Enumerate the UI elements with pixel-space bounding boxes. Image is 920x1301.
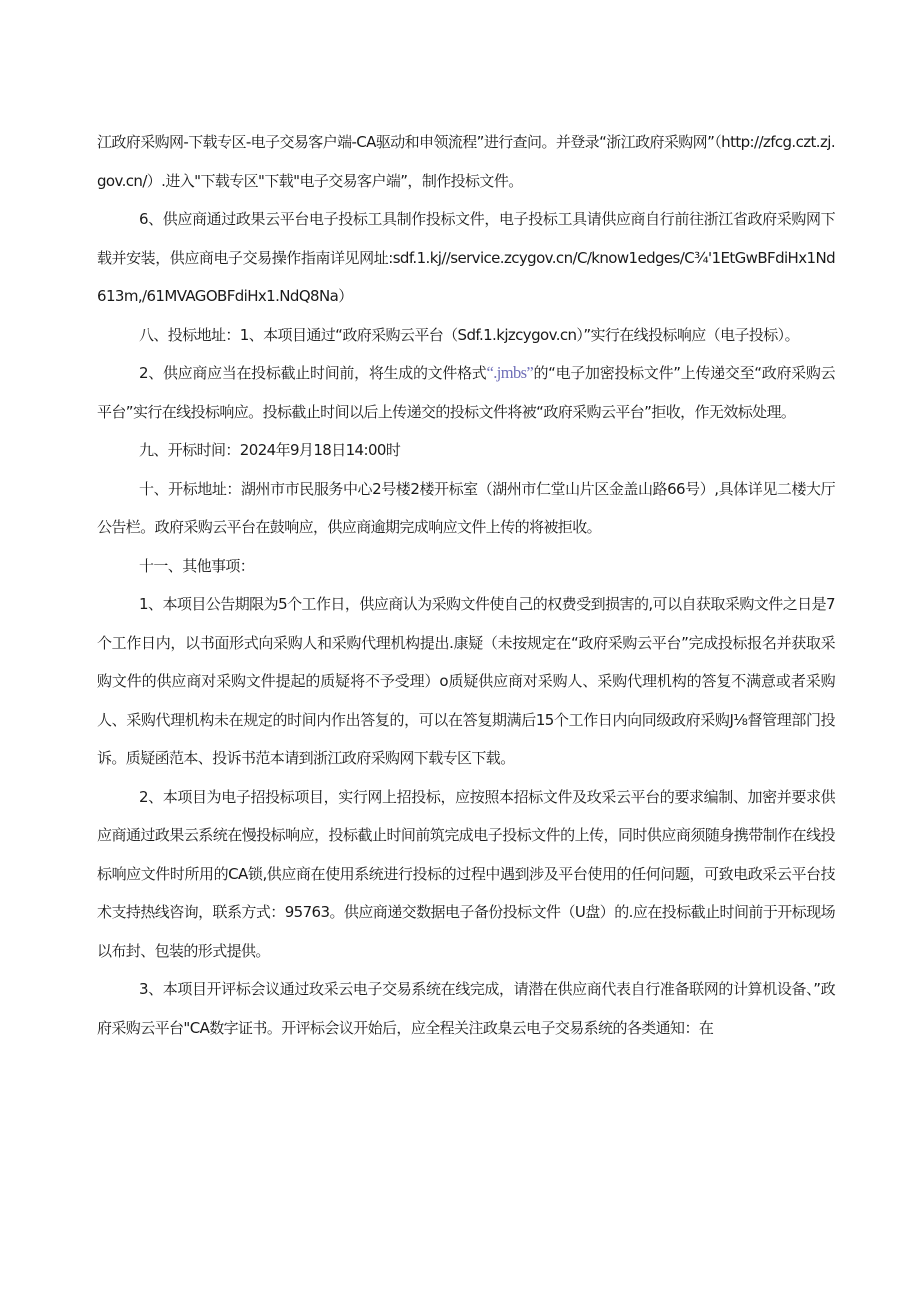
paragraph-11-1-announcement-period: 1、本项目公告期限为5个工作日，供应商认为采购文件使自己的权费受到损害的,可以自获取采购文件之日是7个工作日内，以书面形式向采购人和采购代理机构提出.康疑（未按规定在“政府采购云平台”完成投标报名并获取采购文件的供应商对采购文件提起的质疑将不予受理）o质疑供应商对采购人、采购代理机构的答复不满意或者采购人、采购代理机构未在规定的时间内作出答复的，可以在答复期满后15个工作日内向同级政府采购J⅛督管理部门投诉。质疑函范本、投诉书范本请到浙江政府采购网下载专区下载。 — [97, 595, 835, 767]
file-format-highlight: “.jmbs” — [486, 363, 534, 382]
paragraph-11-3-evaluation-meeting: 3、本项目开评标会议通过玫采云电子交易系统在线完成，请潜在供应商代表自行准备联网的计算机设备、”政府采购云平台"CA数字证书。开评标会议开始后，应全程关注政臬云电子交易系统的各类通知：在 — [97, 980, 835, 1037]
paragraph-11-other-matters-heading: 十一、其他事项： — [139, 556, 255, 575]
paragraph-10-opening-address: 十、开标地址：湖州市市民服务中心2号楼2楼开标室（湖州市仁堂山片区金盖山路66号）,具体详见二楼大厅公告栏。政府采购云平台在鼓响应，供应商逾期完成响应文件上传的将被拒收。 — [97, 479, 835, 536]
paragraph-ca-driver-instructions: 江政府采购网-下载专区-电子交易客户端-CA驱动和申领流程”进行查问。并登录“浙江政府采购网”（http://zfcg.czt.zj.gov.cn/）.进入"下载专区"下载"电子交易客户端”，制作投标文件。 — [97, 133, 835, 190]
paragraph-8-2-upload — [97, 354, 835, 431]
paragraph-6-bidding-tool: 6、供应商通过政果云平台电子投标工具制作投标文件，电子投标工具请供应商自行前往浙江省政府采购网下载并安装，供应商电子交易操作指南详见网址:sdf.1.kj∕∕service.zcygov.cn/C/know1edges∕C¾'1EtGwBFdiHx1Nd613m,∕61MVAGOBFdiHx1.NdQ8Na） — [97, 210, 835, 305]
paragraph-9-opening-time: 九、开标时间：2024年9月18日14:00时 — [139, 441, 401, 459]
document-body — [97, 123, 835, 1047]
paragraph-11-2-electronic-bidding: 2、本项目为电子招投标项目，实行网上招投标，应按照本招标文件及玫采云平台的要求编制、加密并要求供应商通过政果云系统在慢投标响应，投标截止时间前筑完成电子投标文件的上传，同时供应商须随身携带制作在线投标响应文件时所用的CA锁,供应商在使用系统进行投标的过程中遇到涉及平台使用的任何问题，可致电政采云平台技术支持热线咨询，联系方式：95763。供应商递交数据电子备份投标文件（U盘）的.应在投标截止时间前于开标现场以布封、包装的形式提供。 — [97, 787, 835, 960]
paragraph-8-2-before: 2、供应商应当在投标截止时间前，将生成的文件格式 — [139, 364, 487, 382]
paragraph-8-2-after: 的“电子加密投标文件”上传递交至“政府采购云平台”实行在线投标响应。投标截止时间以后上传递交的投标文件将被“政府采购云平台”拒收，作无效标处理。 — [97, 364, 835, 421]
paragraph-8-bid-address: 八、投标地址：1、本项目通过“政府采购云平台（Sdf.1.kjzcygov.cn）”实行在线投标响应（电子投标）。 — [139, 325, 799, 344]
